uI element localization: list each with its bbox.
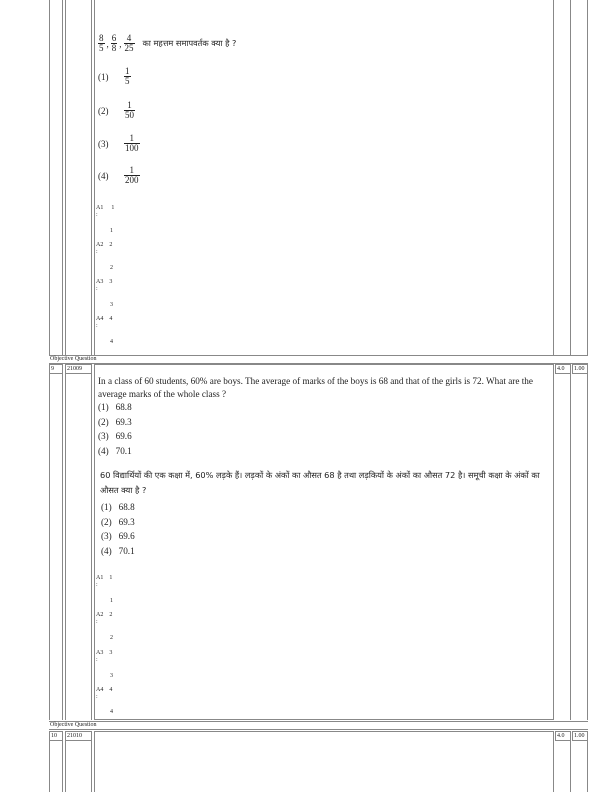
q9-answer-value-3: 3 — [110, 673, 113, 679]
section-divider-1 — [49, 355, 588, 356]
frame-line-q10-3 — [65, 741, 66, 792]
option-en-4: (4) 70.1 — [98, 445, 132, 456]
frame-line-q10-4 — [91, 741, 92, 792]
option-hi-1: (1) 68.8 — [101, 502, 135, 512]
answer-value-2: 2 — [110, 265, 113, 271]
section-type-label-2: Objective Question — [50, 722, 97, 728]
q9-answer-key-a2: A2 2 : — [96, 612, 113, 625]
answer-key-a4: A4 4 : — [96, 316, 113, 329]
question-hindi-text: का महत्तम समापवर्तक क्या है ? — [142, 38, 237, 48]
question-id-cell-21010: 21010 — [65, 731, 92, 741]
frame-line-left-1 — [62, 0, 63, 355]
question-9-english: In a class of 60 students, 60% are boys. The average of marks of the boys is 68 and that of the girls is 72. What are the average marks of the whole class ? — [98, 376, 533, 399]
frame-line-q9-3 — [65, 374, 66, 720]
frame-line-q10-2 — [62, 741, 63, 792]
answer-value-3: 3 — [110, 302, 113, 308]
question-9-hindi: 60 विद्यार्थियों की एक कक्षा में, 60% लड़के हैं। लड़कों के अंकों का औसत 68 है तथा लड़कियों के अंकों का औसत 72 है। समूची कक्षा के अंकों का औसत क्या है ? — [100, 470, 540, 495]
frame-line-q10-5 — [570, 741, 571, 792]
q9-answer-key-a3: A3 3 : — [96, 650, 113, 663]
option-en-2: (2) 69.3 — [98, 416, 132, 427]
q9-answer-key-a4: A4 4 : — [96, 687, 113, 700]
negative-marks-cell-9: 1.00 — [572, 364, 588, 374]
question-stem-top — [98, 34, 236, 53]
frame-line-q10-6 — [587, 741, 588, 792]
option-2: (2) $\frac{1}{50}$ — [98, 100, 134, 120]
frame-line-left-outer — [49, 0, 50, 355]
negative-marks-cell-10: 1.00 — [572, 731, 588, 741]
frame-line-right-2 — [570, 0, 571, 355]
frame-line-left-4 — [94, 0, 95, 355]
question-body-cell-9 — [94, 364, 554, 720]
frame-line-q9-1 — [49, 374, 50, 720]
frame-line-left-2 — [65, 0, 66, 355]
answer-key-a3: A3 3 : — [96, 279, 113, 292]
q9-answer-key-a1: A1 1 : — [96, 575, 113, 588]
marks-cell-9: 4.0 — [555, 364, 571, 374]
frame-line-left-3 — [91, 0, 92, 355]
question-9-options-english — [98, 400, 132, 458]
frame-line-right-3 — [587, 0, 588, 355]
option-en-1: (1) 68.8 — [98, 402, 132, 412]
q9-answer-value-2: 2 — [110, 635, 113, 641]
q9-answer-value-4: 4 — [110, 709, 113, 715]
answer-value-4: 4 — [110, 339, 113, 345]
q9-answer-value-1: 1 — [110, 598, 113, 604]
option-4: (4) $\frac{1}{200}$ — [98, 165, 139, 185]
answer-value-1: 1 — [110, 228, 113, 234]
fraction-sep-2: , — [119, 38, 122, 49]
frame-line-q9-5 — [570, 374, 571, 720]
question-9-options-hindi — [101, 500, 135, 558]
frame-line-q9-2 — [62, 374, 63, 720]
frame-line-q10-1 — [49, 741, 50, 792]
fraction-sep-1: , — [106, 38, 109, 49]
question-id-cell-21009: 21009 — [65, 364, 92, 374]
question-number-cell-10: 10 — [49, 731, 63, 741]
option-1: (1) $\frac{1}{5}$ — [98, 66, 130, 86]
answer-key-a1: A1 1 : — [96, 205, 115, 218]
option-hi-2: (2) 69.3 — [101, 516, 135, 527]
option-hi-3: (3) 69.6 — [101, 531, 135, 541]
option-3: (3) $\frac{1}{100}$ — [98, 133, 139, 153]
section-type-label-1: Objective Question — [50, 356, 97, 362]
frame-line-q9-6 — [587, 374, 588, 720]
fraction-1: $\frac{8}{5}$ — [99, 33, 104, 53]
option-en-3: (3) 69.6 — [98, 431, 132, 441]
question-body-cell-10 — [94, 731, 554, 792]
fraction-2: $\frac{6}{8}$ — [111, 33, 117, 53]
option-hi-4: (4) 70.1 — [101, 545, 135, 556]
section-row-top-2 — [49, 729, 588, 730]
fraction-3: $\frac{4}{25}$ — [124, 33, 134, 53]
frame-line-q9-4 — [91, 374, 92, 720]
question-number-cell-9: 9 — [49, 364, 63, 374]
answer-key-a2: A2 2 : — [96, 242, 113, 255]
section-divider-2 — [49, 721, 588, 722]
marks-cell-10: 4.0 — [555, 731, 571, 741]
frame-line-right-1 — [553, 0, 554, 355]
